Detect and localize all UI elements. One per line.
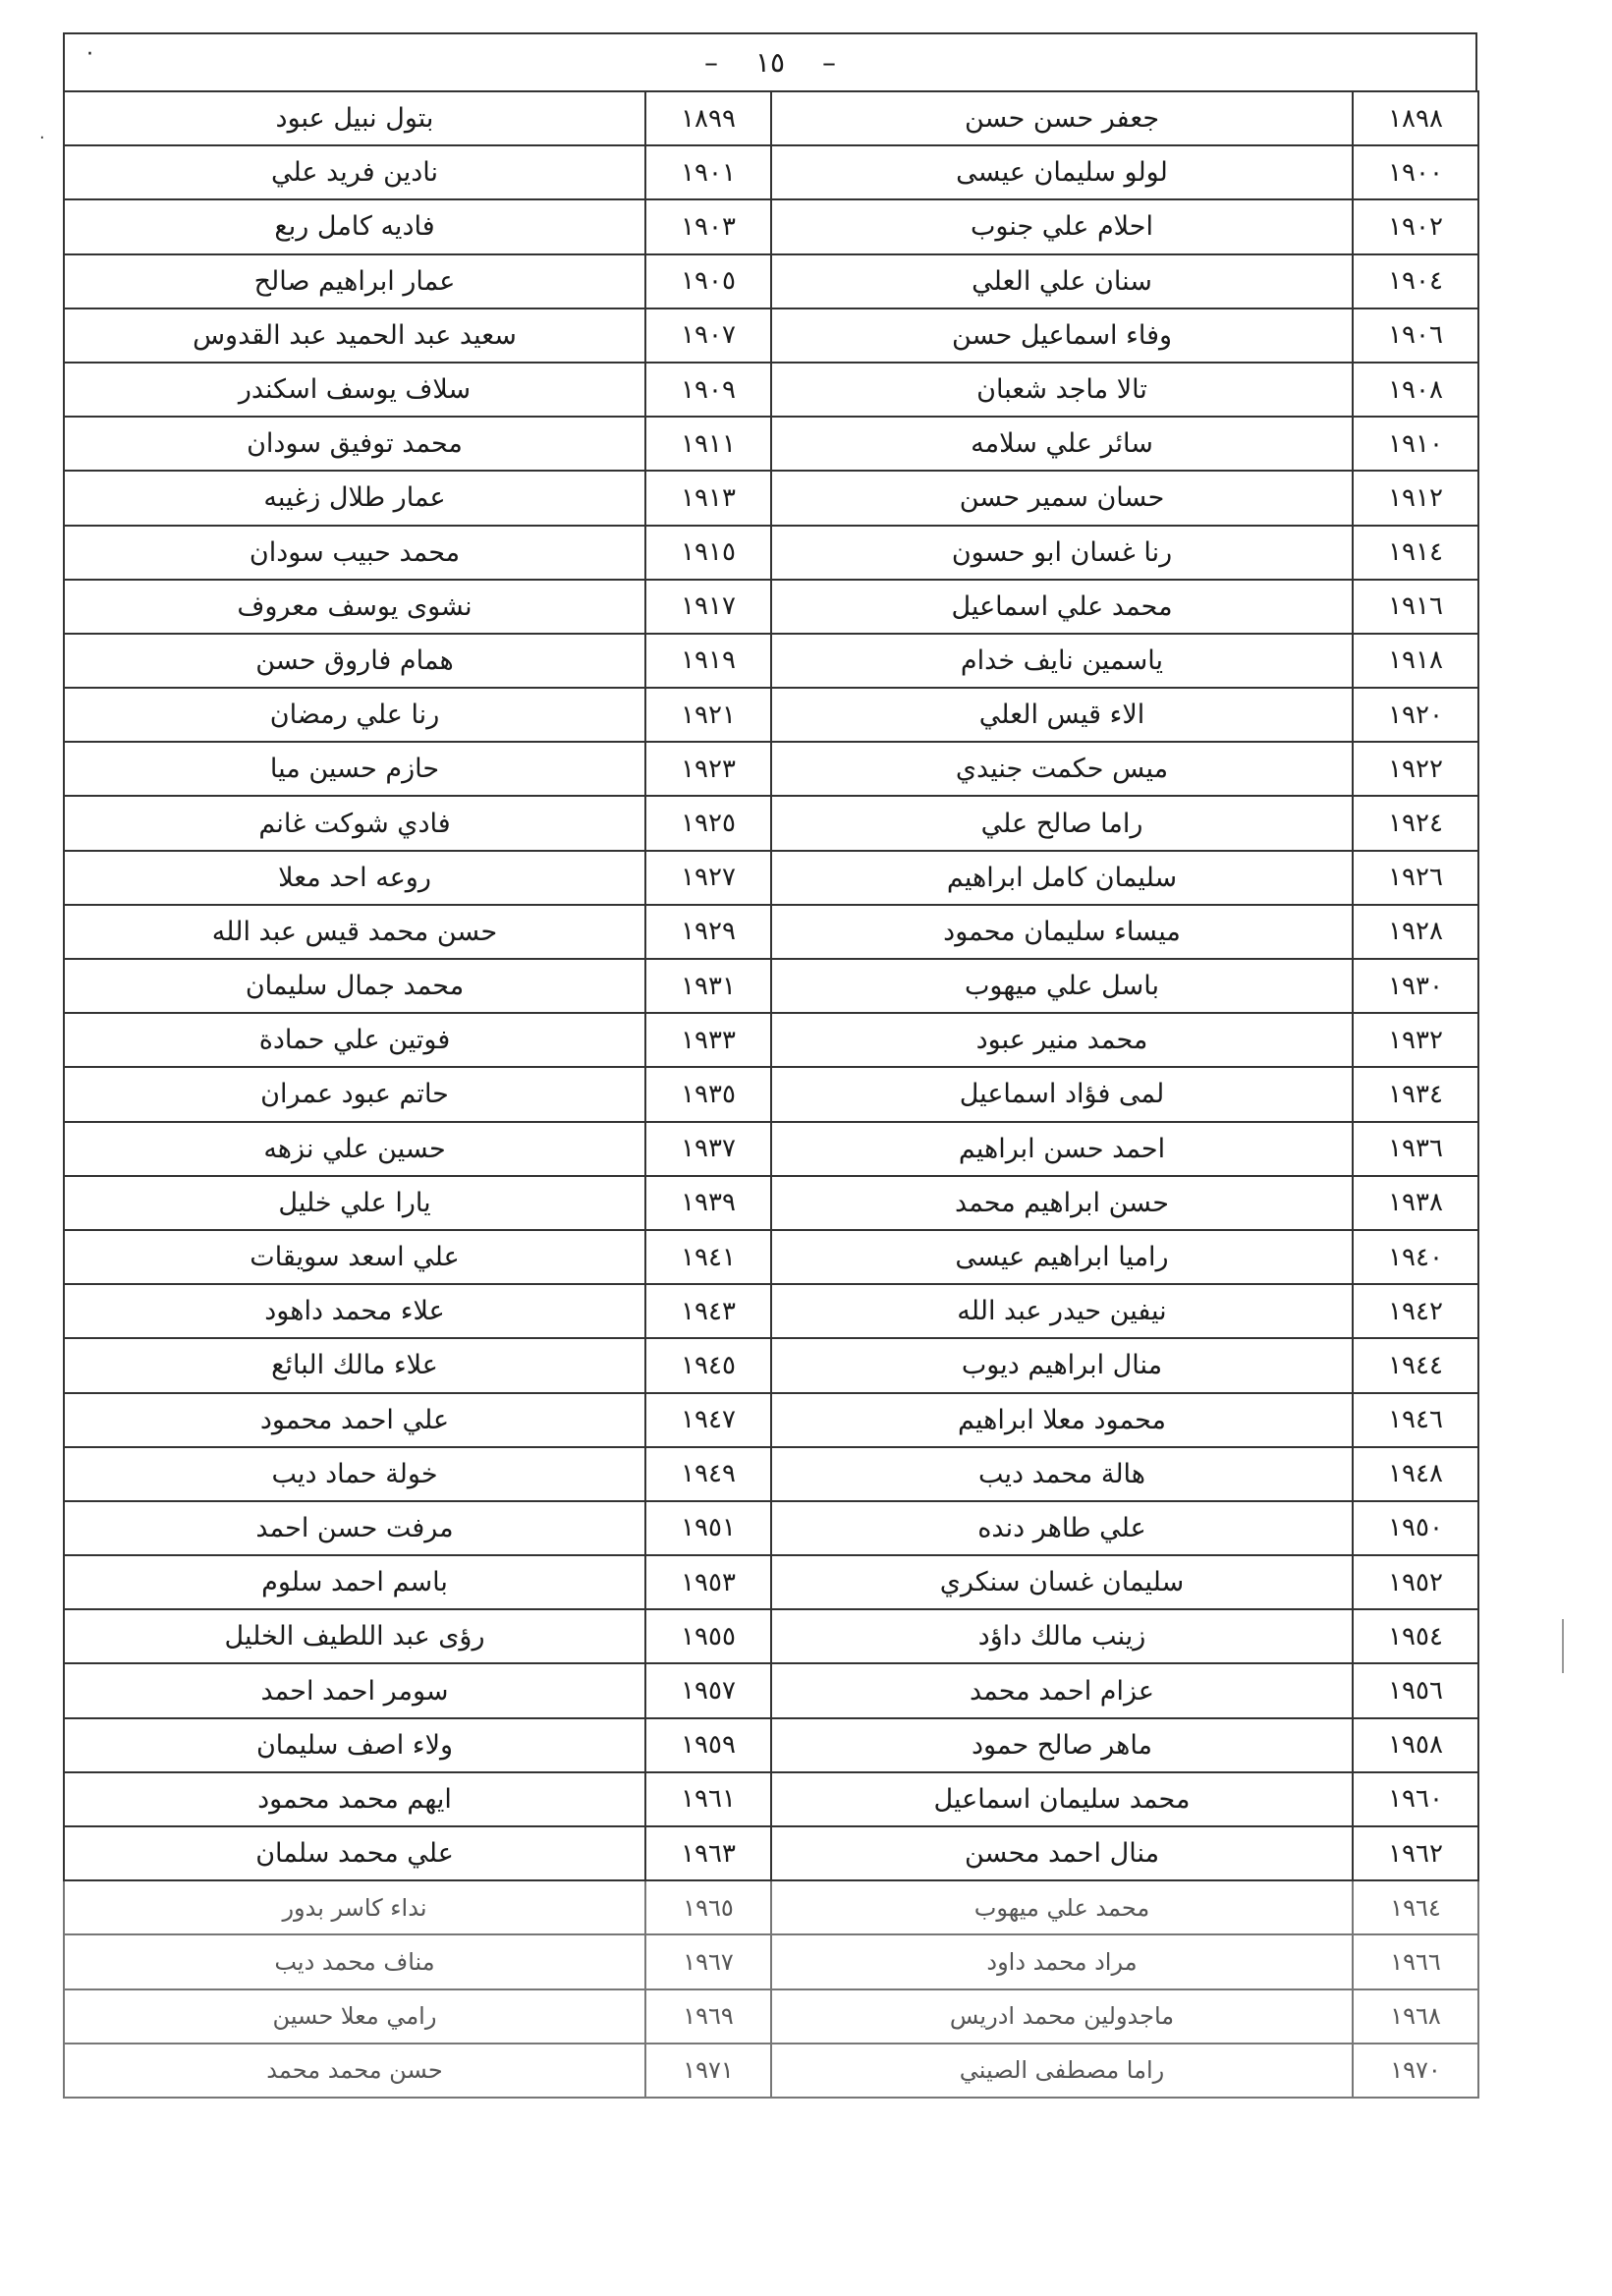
entry-name: علاء محمد داهود bbox=[64, 1284, 645, 1338]
entry-number: ١٩٢٩ bbox=[645, 905, 771, 959]
entry-number: ١٩٧٠ bbox=[1353, 2044, 1478, 2098]
table-row bbox=[64, 1284, 1478, 1338]
entry-name: رامي معلا حسين bbox=[64, 1989, 645, 2044]
entry-number: ١٩٤٣ bbox=[645, 1284, 771, 1338]
entry-number: ١٩٦٨ bbox=[1353, 1989, 1478, 2044]
entry-number: ١٩٤٥ bbox=[645, 1338, 771, 1392]
entry-name: راما مصطفى الصيني bbox=[771, 2044, 1353, 2098]
table-row bbox=[64, 1338, 1478, 1392]
table-row bbox=[64, 634, 1478, 688]
entry-name: علي اسعد سويقات bbox=[64, 1230, 645, 1284]
table-row bbox=[64, 199, 1478, 253]
entry-number: ١٩١٦ bbox=[1353, 580, 1478, 634]
entry-number: ١٩٧١ bbox=[645, 2044, 771, 2098]
entry-name: منال احمد محسن bbox=[771, 1826, 1353, 1880]
entry-number: ١٩٤٩ bbox=[645, 1447, 771, 1501]
entry-number: ١٩٠٠ bbox=[1353, 145, 1478, 199]
entry-number: ١٩٥٧ bbox=[645, 1663, 771, 1717]
entry-number: ١٩٦٩ bbox=[645, 1989, 771, 2044]
entry-name: لولو سليمان عيسى bbox=[771, 145, 1353, 199]
margin-mark bbox=[1562, 1619, 1564, 1673]
entry-number: ١٩١٩ bbox=[645, 634, 771, 688]
entry-number: ١٩٦٠ bbox=[1353, 1772, 1478, 1826]
table-row bbox=[64, 1826, 1478, 1880]
entry-number: ١٩١١ bbox=[645, 417, 771, 471]
table-row bbox=[64, 91, 1478, 145]
entry-name: سائر علي سلامه bbox=[771, 417, 1353, 471]
corner-dot: · bbox=[86, 42, 93, 67]
entry-number: ١٩٢٤ bbox=[1353, 796, 1478, 850]
roster-body bbox=[64, 91, 1478, 2098]
entry-name: ماهر صالح حمود bbox=[771, 1718, 1353, 1772]
entry-number: ١٩٣١ bbox=[645, 959, 771, 1013]
entry-name: محمد سليمان اسماعيل bbox=[771, 1772, 1353, 1826]
entry-number: ١٩١٠ bbox=[1353, 417, 1478, 471]
entry-number: ١٩١٣ bbox=[645, 471, 771, 525]
entry-number: ١٩١٢ bbox=[1353, 471, 1478, 525]
entry-number: ١٩٥٣ bbox=[645, 1555, 771, 1609]
entry-number: ١٩٦٦ bbox=[1353, 1934, 1478, 1988]
entry-name: باسم احمد سلوم bbox=[64, 1555, 645, 1609]
entry-name: علي طاهر دنده bbox=[771, 1501, 1353, 1555]
table-row bbox=[64, 851, 1478, 905]
table-row bbox=[64, 1393, 1478, 1447]
entry-name: سعيد عبد الحميد عبد القدوس bbox=[64, 308, 645, 363]
entry-name: احمد حسن ابراهيم bbox=[771, 1122, 1353, 1176]
entry-name: سلاف يوسف اسكندر bbox=[64, 363, 645, 417]
page-header bbox=[63, 32, 1477, 90]
table-row bbox=[64, 363, 1478, 417]
entry-number: ١٩٦٢ bbox=[1353, 1826, 1478, 1880]
entry-name: ميساء سليمان محمود bbox=[771, 905, 1353, 959]
entry-name: حازم حسين ميا bbox=[64, 742, 645, 796]
table-row bbox=[64, 1880, 1478, 1934]
table-row bbox=[64, 1447, 1478, 1501]
entry-number: ١٩٠٧ bbox=[645, 308, 771, 363]
entry-name: حسن ابراهيم محمد bbox=[771, 1176, 1353, 1230]
table-row bbox=[64, 417, 1478, 471]
entry-name: ماجدولين محمد ادريس bbox=[771, 1989, 1353, 2044]
entry-number: ١٩٣٨ bbox=[1353, 1176, 1478, 1230]
entry-name: ميس حكمت جنيدي bbox=[771, 742, 1353, 796]
entry-number: ١٩٢٣ bbox=[645, 742, 771, 796]
entry-number: ١٩٦١ bbox=[645, 1772, 771, 1826]
entry-name: تالا ماجد شعبان bbox=[771, 363, 1353, 417]
entry-name: مرفت حسن احمد bbox=[64, 1501, 645, 1555]
entry-number: ١٩١٨ bbox=[1353, 634, 1478, 688]
entry-name: رؤى عبد اللطيف الخليل bbox=[64, 1609, 645, 1663]
table-row bbox=[64, 688, 1478, 742]
entry-number: ١٩٥١ bbox=[645, 1501, 771, 1555]
entry-name: نيفين حيدر عبد الله bbox=[771, 1284, 1353, 1338]
entry-number: ١٩٣٧ bbox=[645, 1122, 771, 1176]
entry-name: محمد علي ميهوب bbox=[771, 1880, 1353, 1934]
table-row bbox=[64, 1555, 1478, 1609]
entry-number: ١٩٠٥ bbox=[645, 254, 771, 308]
entry-name: لمى فؤاد اسماعيل bbox=[771, 1067, 1353, 1121]
page-number: ١٥ bbox=[754, 46, 786, 79]
entry-name: جعفر حسن حسن bbox=[771, 91, 1353, 145]
entry-name: رنا غسان ابو حسون bbox=[771, 526, 1353, 580]
entry-number: ١٩٣٩ bbox=[645, 1176, 771, 1230]
entry-number: ١٩٥٢ bbox=[1353, 1555, 1478, 1609]
entry-number: ١٩٣٤ bbox=[1353, 1067, 1478, 1121]
table-row bbox=[64, 526, 1478, 580]
entry-number: ١٨٩٨ bbox=[1353, 91, 1478, 145]
entry-number: ١٩٦٧ bbox=[645, 1934, 771, 1988]
entry-number: ١٩٦٤ bbox=[1353, 1880, 1478, 1934]
entry-name: فاديه كامل ربع bbox=[64, 199, 645, 253]
table-row bbox=[64, 1122, 1478, 1176]
entry-number: ١٩٢٦ bbox=[1353, 851, 1478, 905]
entry-name: حسان سمير حسن bbox=[771, 471, 1353, 525]
entry-name: حسن محمد محمد bbox=[64, 2044, 645, 2098]
entry-name: يارا علي خليل bbox=[64, 1176, 645, 1230]
entry-number: ١٩٥٦ bbox=[1353, 1663, 1478, 1717]
entry-name: راميا ابراهيم عيسى bbox=[771, 1230, 1353, 1284]
entry-name: ياسمين نايف خدام bbox=[771, 634, 1353, 688]
table-row bbox=[64, 254, 1478, 308]
table-row bbox=[64, 308, 1478, 363]
entry-name: سومر احمد احمد bbox=[64, 1663, 645, 1717]
table-row bbox=[64, 1934, 1478, 1988]
entry-name: بتول نبيل عبود bbox=[64, 91, 645, 145]
table-row bbox=[64, 742, 1478, 796]
entry-name: محمد جمال سليمان bbox=[64, 959, 645, 1013]
entry-name: همام فاروق حسن bbox=[64, 634, 645, 688]
entry-name: روعه احد معلا bbox=[64, 851, 645, 905]
entry-name: محمد منير عبود bbox=[771, 1013, 1353, 1067]
entry-number: ١٩٤٤ bbox=[1353, 1338, 1478, 1392]
table-row bbox=[64, 1230, 1478, 1284]
entry-name: فوتين علي حمادة bbox=[64, 1013, 645, 1067]
entry-name: مراد محمد داود bbox=[771, 1934, 1353, 1988]
entry-number: ١٩٣٣ bbox=[645, 1013, 771, 1067]
entry-number: ١٩٣٢ bbox=[1353, 1013, 1478, 1067]
entry-name: عمار طلال زغيبه bbox=[64, 471, 645, 525]
table-row bbox=[64, 2044, 1478, 2098]
entry-name: نشوى يوسف معروف bbox=[64, 580, 645, 634]
entry-name: محمد حبيب سودان bbox=[64, 526, 645, 580]
page-frame bbox=[63, 32, 1477, 2155]
table-row bbox=[64, 1989, 1478, 2044]
entry-number: ١٩٤١ bbox=[645, 1230, 771, 1284]
table-row bbox=[64, 905, 1478, 959]
entry-number: ١٩٠٨ bbox=[1353, 363, 1478, 417]
entry-number: ١٩٤٠ bbox=[1353, 1230, 1478, 1284]
entry-name: سنان علي العلي bbox=[771, 254, 1353, 308]
entry-name: خولة حماد ديب bbox=[64, 1447, 645, 1501]
entry-number: ١٩١٧ bbox=[645, 580, 771, 634]
table-row bbox=[64, 471, 1478, 525]
table-row bbox=[64, 959, 1478, 1013]
entry-name: سليمان كامل ابراهيم bbox=[771, 851, 1353, 905]
entry-number: ١٩٢٢ bbox=[1353, 742, 1478, 796]
entry-number: ١٩٦٥ bbox=[645, 1880, 771, 1934]
entry-number: ١٩٢٥ bbox=[645, 796, 771, 850]
entry-name: محمود معلا ابراهيم bbox=[771, 1393, 1353, 1447]
entry-number: ١٩٣٠ bbox=[1353, 959, 1478, 1013]
entry-name: منال ابراهيم ديوب bbox=[771, 1338, 1353, 1392]
entry-number: ١٩٣٥ bbox=[645, 1067, 771, 1121]
entry-name: رنا علي رمضان bbox=[64, 688, 645, 742]
entry-number: ١٩٣٦ bbox=[1353, 1122, 1478, 1176]
entry-name: مناف محمد ديب bbox=[64, 1934, 645, 1988]
entry-number: ١٩٠٦ bbox=[1353, 308, 1478, 363]
table-row bbox=[64, 796, 1478, 850]
entry-name: فادي شوكت غانم bbox=[64, 796, 645, 850]
entry-number: ١٩٠٩ bbox=[645, 363, 771, 417]
entry-name: علي احمد محمود bbox=[64, 1393, 645, 1447]
entry-number: ١٩٠٣ bbox=[645, 199, 771, 253]
entry-number: ١٩٦٣ bbox=[645, 1826, 771, 1880]
entry-number: ١٩٢٨ bbox=[1353, 905, 1478, 959]
table-row bbox=[64, 145, 1478, 199]
entry-number: ١٩٤٧ bbox=[645, 1393, 771, 1447]
entry-name: نادين فريد علي bbox=[64, 145, 645, 199]
entry-number: ١٩٥٤ bbox=[1353, 1609, 1478, 1663]
entry-name: حاتم عبود عمران bbox=[64, 1067, 645, 1121]
table-row bbox=[64, 1663, 1478, 1717]
entry-number: ١٩٥٩ bbox=[645, 1718, 771, 1772]
entry-number: ١٨٩٩ bbox=[645, 91, 771, 145]
table-row bbox=[64, 1013, 1478, 1067]
entry-number: ١٩٢٧ bbox=[645, 851, 771, 905]
entry-number: ١٩٥٨ bbox=[1353, 1718, 1478, 1772]
entry-name: باسل علي ميهوب bbox=[771, 959, 1353, 1013]
margin-tick: . bbox=[39, 123, 45, 143]
table-row bbox=[64, 1067, 1478, 1121]
entry-number: ١٩١٤ bbox=[1353, 526, 1478, 580]
entry-name: الاء قيس العلي bbox=[771, 688, 1353, 742]
entry-number: ١٩١٥ bbox=[645, 526, 771, 580]
entry-name: نداء كاسر بدور bbox=[64, 1880, 645, 1934]
table-row bbox=[64, 1501, 1478, 1555]
entry-number: ١٩٥٥ bbox=[645, 1609, 771, 1663]
entry-name: سليمان غسان سنكري bbox=[771, 1555, 1353, 1609]
entry-number: ١٩٠١ bbox=[645, 145, 771, 199]
page-number-dash-left: – bbox=[703, 46, 718, 79]
entry-name: محمد توفيق سودان bbox=[64, 417, 645, 471]
entry-name: هالة محمد ديب bbox=[771, 1447, 1353, 1501]
table-row bbox=[64, 1609, 1478, 1663]
entry-number: ١٩٤٢ bbox=[1353, 1284, 1478, 1338]
entry-number: ١٩٠٤ bbox=[1353, 254, 1478, 308]
entry-name: عمار ابراهيم صالح bbox=[64, 254, 645, 308]
table-row bbox=[64, 1718, 1478, 1772]
entry-name: عزام احمد محمد bbox=[771, 1663, 1353, 1717]
entry-number: ١٩٥٠ bbox=[1353, 1501, 1478, 1555]
entry-name: ولاء اصف سليمان bbox=[64, 1718, 645, 1772]
entry-name: راما صالح علي bbox=[771, 796, 1353, 850]
entry-number: ١٩٤٨ bbox=[1353, 1447, 1478, 1501]
entry-name: ايهم محمد محمود bbox=[64, 1772, 645, 1826]
entry-number: ١٩٢١ bbox=[645, 688, 771, 742]
entry-number: ١٩٤٦ bbox=[1353, 1393, 1478, 1447]
table-row bbox=[64, 580, 1478, 634]
entry-name: حسين علي نزهه bbox=[64, 1122, 645, 1176]
entry-number: ١٩٠٢ bbox=[1353, 199, 1478, 253]
table-row bbox=[64, 1772, 1478, 1826]
entry-number: ١٩٢٠ bbox=[1353, 688, 1478, 742]
entry-name: زينب مالك داؤد bbox=[771, 1609, 1353, 1663]
roster-table bbox=[63, 90, 1479, 2099]
entry-name: محمد علي اسماعيل bbox=[771, 580, 1353, 634]
entry-name: علاء مالك البائع bbox=[64, 1338, 645, 1392]
entry-name: وفاء اسماعيل حسن bbox=[771, 308, 1353, 363]
table-row bbox=[64, 1176, 1478, 1230]
entry-name: حسن محمد قيس عبد الله bbox=[64, 905, 645, 959]
page-number-dash-right: – bbox=[822, 46, 837, 79]
entry-name: علي محمد سلمان bbox=[64, 1826, 645, 1880]
entry-name: احلام علي جنوب bbox=[771, 199, 1353, 253]
